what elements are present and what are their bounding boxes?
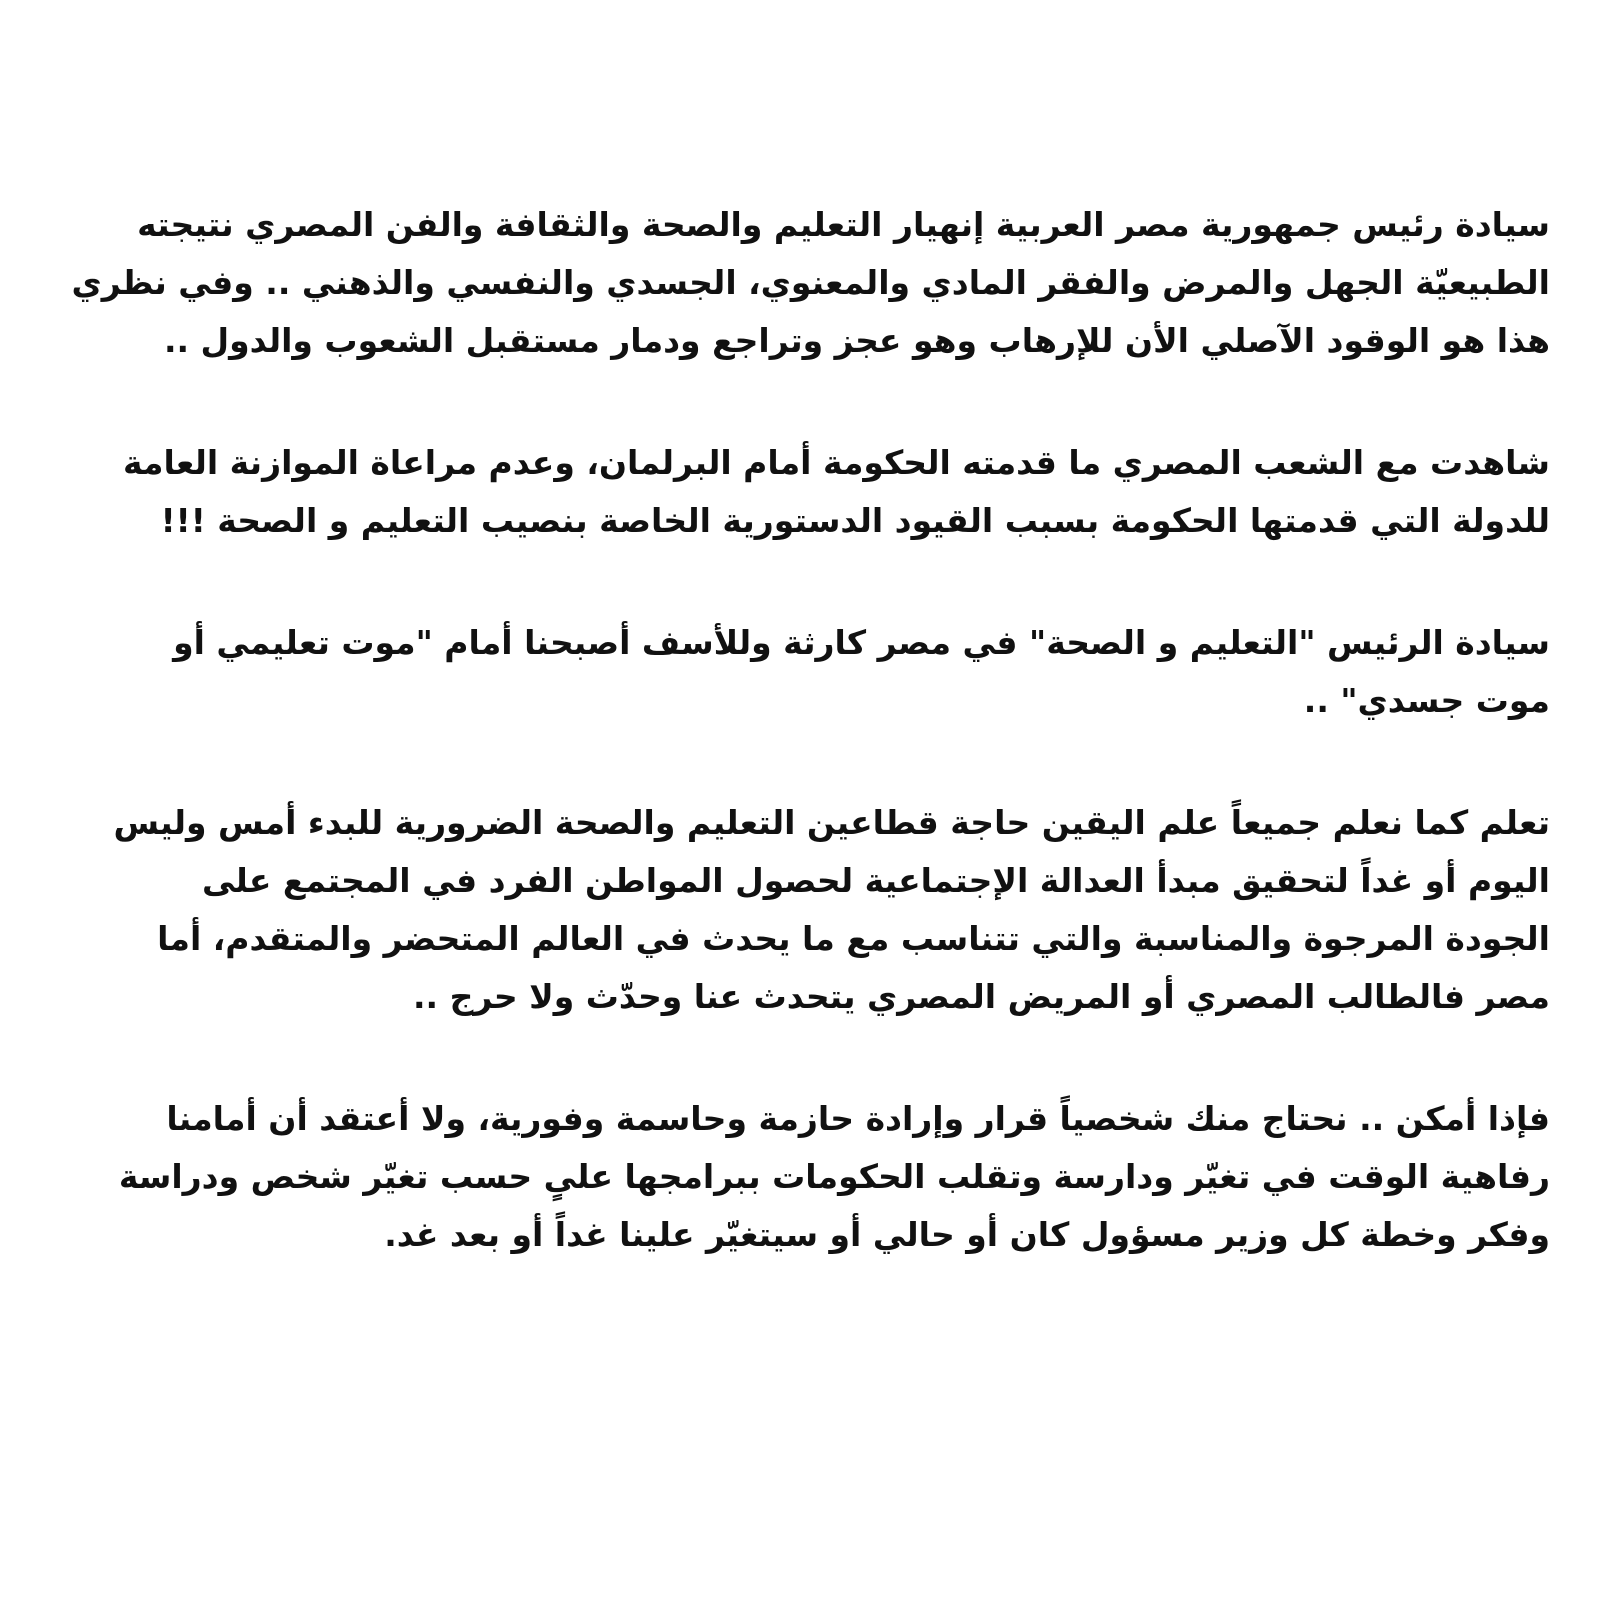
text-line: اليوم أو غداً لتحقيق مبدأ العدالة الإجتماعية لحصول المواطن الفرد في المجتمع على xyxy=(201,861,1550,900)
text-line: الجودة المرجوة والمناسبة والتي تتناسب مع ما يحدث في العالم المتحضر والمتقدم، أما xyxy=(157,919,1550,958)
text-line: موت جسدي" .. xyxy=(1303,681,1550,720)
paragraph-2 xyxy=(60,434,1550,550)
text-line: مصر فالطالب المصري أو المريض المصري يتحدث عنا وحدّث ولا حرج .. xyxy=(413,977,1550,1016)
paragraph-5 xyxy=(60,1090,1550,1264)
text-line: شاهدت مع الشعب المصري ما قدمته الحكومة أمام البرلمان، وعدم مراعاة الموازنة العامة xyxy=(123,443,1550,482)
text-line: تعلم كما نعلم جميعاً علم اليقين حاجة قطاعين التعليم والصحة الضرورية للبدء أمس وليس xyxy=(113,803,1550,842)
text-line: سيادة رئيس جمهورية مصر العربية إنهيار التعليم والصحة والثقافة والفن المصري نتيجته xyxy=(137,205,1550,244)
text-line: وفكر وخطة كل وزير مسؤول كان أو حالي أو سيتغيّر علينا غداً أو بعد غد. xyxy=(384,1215,1550,1254)
text-line: رفاهية الوقت في تغيّر ودارسة وتقلب الحكومات ببرامجها علىٍ حسب تغيّر شخص ودراسة xyxy=(118,1157,1550,1196)
letter-body xyxy=(60,196,1550,1328)
paragraph-4 xyxy=(60,794,1550,1026)
text-line: للدولة التي قدمتها الحكومة بسبب القيود الدستورية الخاصة بنصيب التعليم و الصحة !!! xyxy=(160,501,1550,540)
paragraph-3 xyxy=(60,614,1550,730)
text-line: الطبيعيّة الجهل والمرض والفقر المادي والمعنوي، الجسدي والنفسي والذهني .. وفي نظري xyxy=(71,263,1550,302)
text-line: هذا هو الوقود الآصلي الأن للإرهاب وهو عجز وتراجع ودمار مستقبل الشعوب والدول .. xyxy=(163,321,1550,360)
text-line: فإذا أمكن .. نحتاج منك شخصياً قرار وإرادة حازمة وحاسمة وفورية، ولا أعتقد أن أمامنا xyxy=(166,1099,1550,1138)
text-line: سيادة الرئيس "التعليم و الصحة" في مصر كارثة وللأسف أصبحنا أمام "موت تعليمي أو xyxy=(173,623,1550,662)
paragraph-1 xyxy=(60,196,1550,370)
